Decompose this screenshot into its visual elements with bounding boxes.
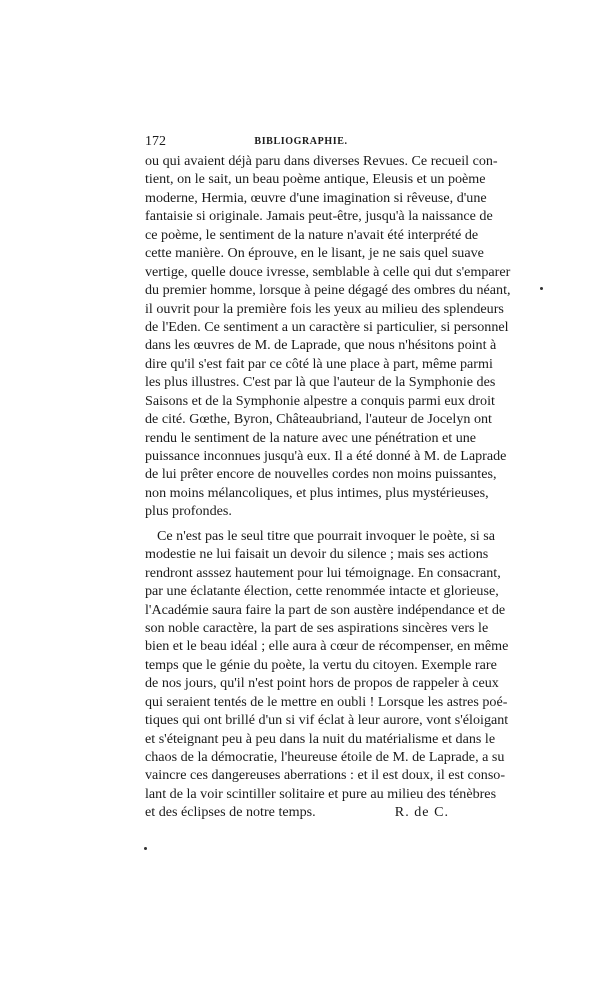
text-line: fantaisie si originale. Jamais peut-être, jusqu'à la naissance de	[145, 208, 493, 225]
text-line: vaincre ces dangereuses aberrations : et il est doux, il est conso-	[145, 767, 506, 784]
stray-speck	[144, 847, 147, 850]
paragraph-2	[145, 527, 509, 822]
text-line: par une éclatante élection, cette renommée intacte et glorieuse,	[145, 583, 499, 600]
signature: R. de C.	[394, 804, 449, 821]
running-title: BIBLIOGRAPHIE.	[254, 136, 348, 147]
text-line: qui seraient tentés de le mettre en oubli ! Lorsque les astres poé-	[145, 693, 508, 710]
text-line: dire qu'il s'est fait par ce côté là une place à part, même parmi	[145, 355, 493, 372]
text-line: ou qui avaient déjà paru dans diverses Revues. Ce recueil con-	[145, 153, 498, 169]
page-number: 172	[145, 134, 166, 149]
text-line: cette manière. On éprouve, en le lisant, je ne sais quel suave	[145, 245, 484, 262]
text-line: rendront asssez hautement pour lui témoignage. En consacrant,	[145, 564, 501, 581]
text-line: moderne, Hermia, œuvre d'une imagination si rêveuse, d'une	[145, 189, 487, 206]
text-line: et s'éteignant peu à peu dans la nuit du matérialisme et dans le	[145, 730, 496, 747]
text-line: lant de la voir scintiller solitaire et pure au milieu des ténèbres	[145, 785, 497, 802]
text-line: de cité. Gœthe, Byron, Châteaubriand, l'auteur de Jocelyn ont	[145, 411, 492, 428]
paragraph-1	[145, 152, 511, 521]
text-line: rendu le sentiment de la nature avec une pénétration et une	[145, 429, 477, 446]
text-line: bien et le beau idéal ; elle aura à cœur de récompenser, en même	[145, 638, 509, 655]
text-line: ce poème, le sentiment de la nature n'avait été interprété de	[145, 226, 479, 243]
text-line: il ouvrit pour la première fois les yeux au milieu des splendeurs	[145, 300, 504, 317]
text-line: son noble caractère, la part de ses aspirations sincères vers le	[145, 619, 489, 636]
stray-speck	[540, 287, 543, 290]
text-line: plus profondes.	[145, 503, 232, 520]
text-line: l'Académie saura faire la part de son austère indépendance et de	[145, 601, 506, 618]
text-line: tiques qui ont brillé d'un si vif éclat à leur aurore, vont s'éloigant	[145, 712, 509, 729]
text-line: tient, on le sait, un beau poème antique, Eleusis et un poème	[145, 171, 486, 188]
text-line: dans les œuvres de M. de Laprade, que nous n'hésitons point à	[145, 337, 497, 354]
text-line: Ce n'est pas le seul titre que pourrait invoquer le poète, si sa	[157, 527, 495, 544]
text-line: modestie ne lui faisait un devoir du silence ; mais ses actions	[145, 546, 489, 563]
text-line: Saisons et de la Symphonie alpestre a conquis parmi eux droit	[145, 392, 495, 409]
text-line: et des éclipses de notre temps.	[145, 804, 316, 821]
text-line: vertige, quelle douce ivresse, semblable à celle qui dut s'emparer	[145, 263, 511, 280]
text-line: de l'Eden. Ce sentiment a un caractère si particulier, si personnel	[145, 318, 509, 335]
text-line: temps que le génie du poète, la vertu du citoyen. Exemple rare	[145, 656, 497, 673]
text-line: de lui prêter encore de nouvelles cordes non moins puissantes,	[145, 466, 497, 483]
text-line: les plus illustres. C'est par là que l'auteur de la Symphonie des	[145, 374, 496, 391]
body-text	[145, 152, 511, 822]
text-line: chaos de la démocratie, l'heureuse étoile de M. de Laprade, a su	[145, 749, 505, 765]
closing-line	[145, 803, 457, 821]
text-line: de nos jours, qu'il n'est point hors de propos de rappeler à ceux	[145, 675, 499, 692]
page-header	[145, 134, 457, 150]
text-line: puissance inconnues jusqu'à eux. Il a été donné à M. de Laprade	[145, 448, 507, 464]
text-line: non moins mélancoliques, et plus intimes, plus mystérieuses,	[145, 484, 489, 501]
text-line: du premier homme, lorsque à peine dégagé des ombres du néant,	[145, 282, 511, 299]
